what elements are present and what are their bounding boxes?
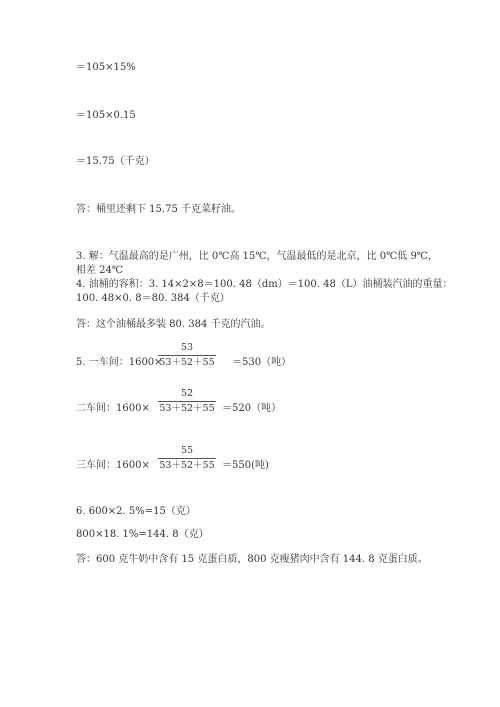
fraction-numerator: 53 xyxy=(180,342,194,353)
workshop-2-fraction xyxy=(158,388,216,415)
workshop-1-row xyxy=(76,342,436,382)
workshop-1-prefix: 5. 一车间：1600× xyxy=(76,357,163,368)
workshop-2-prefix: 二车间：1600× xyxy=(76,403,150,414)
answer-line-1: 答：桶里还剩下 15.75 千克菜籽油。 xyxy=(76,204,241,215)
problem-4-line-1: 4. 油桶的容积：3. 14×2×8＝100. 48（dm）＝100. 48（L）油桶装汽油的重量： xyxy=(76,279,453,290)
workshop-3-prefix: 三车间：1600× xyxy=(76,460,150,471)
problem-3-line-2: 相差 24℃ xyxy=(76,265,124,276)
workshop-3-fraction xyxy=(158,445,216,472)
fraction-denominator: 53＋52＋55 xyxy=(159,403,215,414)
equation-line-1: ＝105×15% xyxy=(76,62,136,73)
workshop-2-row xyxy=(76,388,436,428)
fraction-denominator: 53＋52＋55 xyxy=(159,357,215,368)
workshop-3-result: ＝550(吨) xyxy=(222,460,269,471)
workshop-1-fraction xyxy=(158,342,216,369)
problem-6-line-2: 800×18. 1%=144. 8（克） xyxy=(76,529,209,540)
answer-line-3: 答：600 克牛奶中含有 15 克蛋白质，800 克瘦猪肉中含有 144. 8 克蛋白质。 xyxy=(76,554,428,565)
problem-6-line-1: 6. 600×2. 5%=15（克） xyxy=(76,506,196,517)
workshop-2-result: ＝520（吨） xyxy=(222,403,282,414)
workshop-1-result: ＝530（吨） xyxy=(232,357,292,368)
problem-3-line-1: 3. 解：气温最高的是广州，比 0℃高 15℃，气温最低的是北京，比 0℃低 9℃， xyxy=(76,251,438,262)
workshop-3-row xyxy=(76,445,436,485)
fraction-denominator: 53＋52＋55 xyxy=(159,460,215,471)
fraction-numerator: 55 xyxy=(180,445,194,456)
fraction-numerator: 52 xyxy=(180,388,194,399)
equation-line-3: ＝15.75（千克） xyxy=(76,156,155,167)
answer-line-2: 答：这个油桶最多装 80. 384 千克的汽油。 xyxy=(76,319,271,330)
problem-4-line-2: 100. 48×0. 8＝80. 384（千克） xyxy=(76,293,230,304)
equation-line-2: ＝105×0.15 xyxy=(76,110,136,121)
